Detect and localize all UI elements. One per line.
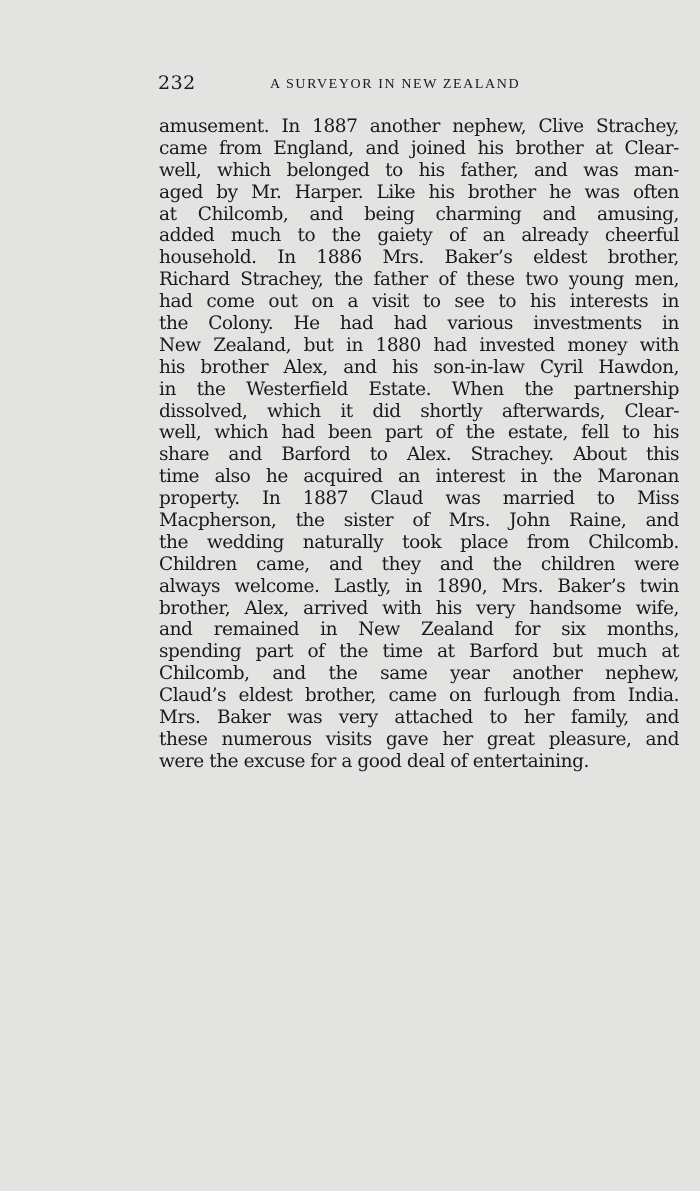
running-title: A SURVEYOR IN NEW ZEALAND <box>270 77 521 92</box>
text-line: at Chilcomb, and being charming and amusing, <box>159 203 679 225</box>
text-line: the Colony. He had had various investments in <box>159 313 679 335</box>
text-line: and remained in New Zealand for six months, <box>159 619 679 641</box>
text-line: always welcome. Lastly, in 1890, Mrs. Baker’s twin <box>159 575 679 597</box>
text-line: were the excuse for a good deal of entertaining. <box>159 750 589 772</box>
text-line: came from England, and joined his brother at Clear- <box>159 137 679 159</box>
text-line: well, which had been part of the estate, fell to his <box>159 422 679 444</box>
text-line: time also he acquired an interest in the Maronan <box>159 466 679 488</box>
text-line: dissolved, which it did shortly afterwards, Clear- <box>159 400 679 422</box>
text-line: brother, Alex, arrived with his very handsome wife, <box>159 597 679 619</box>
text-line: in the Westerfield Estate. When the partnership <box>159 378 679 400</box>
text-line: Mrs. Baker was very attached to her family, and <box>159 707 679 729</box>
text-line: the wedding naturally took place from Chilcomb. <box>159 531 679 553</box>
text-line: Claud’s eldest brother, came on furlough from India. <box>159 685 679 707</box>
text-line: Macpherson, the sister of Mrs. John Raine, and <box>159 510 679 532</box>
text-line: property. In 1887 Claud was married to Miss <box>159 488 679 510</box>
text-line: household. In 1886 Mrs. Baker’s eldest brother, <box>159 247 679 269</box>
page-number: 232 <box>158 72 196 94</box>
text-line: share and Barford to Alex. Strachey. About this <box>159 444 679 466</box>
text-line: amusement. In 1887 another nephew, Clive Strachey, <box>159 116 679 137</box>
text-line: aged by Mr. Harper. Like his brother he was often <box>159 181 679 203</box>
text-line: his brother Alex, and his son-in-law Cyril Hawdon, <box>159 356 679 378</box>
text-line: Chilcomb, and the same year another nephew, <box>159 663 679 685</box>
text-line: well, which belonged to his father, and was man- <box>159 159 679 181</box>
text-line: these numerous visits gave her great pleasure, and <box>159 728 679 750</box>
text-line: Richard Strachey, the father of these two young men, <box>159 269 679 291</box>
text-line: had come out on a visit to see to his interests in <box>159 291 679 313</box>
body-paragraph <box>159 116 679 773</box>
text-line: Children came, and they and the children were <box>159 553 679 575</box>
text-line: New Zealand, but in 1880 had invested money with <box>159 334 679 356</box>
text-line: spending part of the time at Barford but much at <box>159 641 679 663</box>
text-line: added much to the gaiety of an already cheerful <box>159 225 679 247</box>
